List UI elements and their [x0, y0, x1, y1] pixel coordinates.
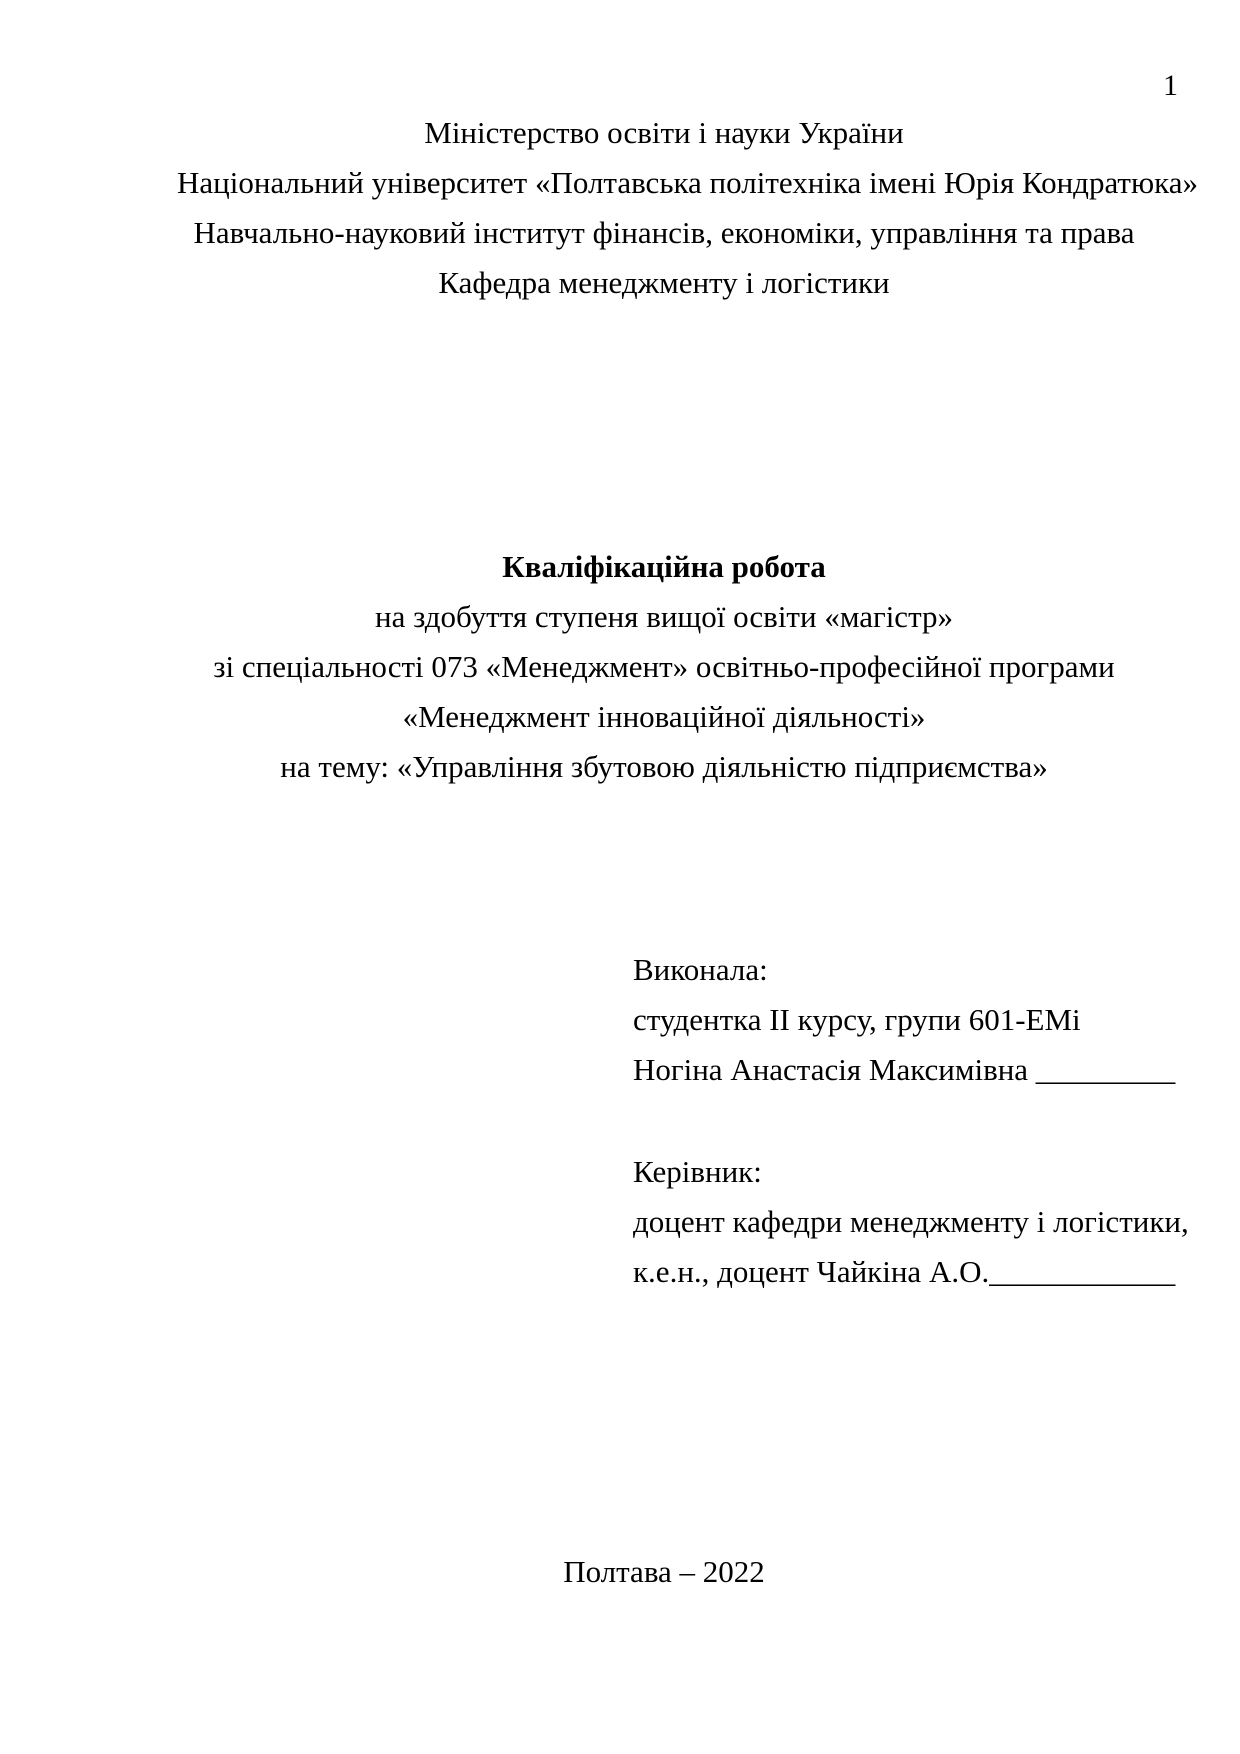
city-year-line: Полтава – 2022 [563, 1554, 765, 1589]
supervisor-name-signature-line: к.е.н., доцент Чайкіна А.О.____________ [633, 1254, 1176, 1289]
thesis-title-block [177, 542, 1151, 792]
header-line-department: Кафедра менеджменту і логістики [438, 265, 890, 300]
author-signature-block [633, 945, 1175, 1095]
university-header [177, 108, 1198, 308]
supervisor-position-line: доцент кафедри менеджменту і логістики, [633, 1204, 1189, 1239]
author-label: Виконала: [633, 952, 768, 987]
footer [177, 1547, 1151, 1597]
thesis-program-line: «Менеджмент інноваційної діяльності» [402, 699, 926, 734]
header-line-university: Національний університет «Полтавська політехніка імені Юрія Кондратюка» [177, 165, 1198, 200]
thesis-topic-line: на тему: «Управління збутовою діяльністю підприємства» [280, 749, 1048, 784]
thesis-degree-line: на здобуття ступеня вищої освіти «магістр» [375, 599, 953, 634]
header-line-ministry: Міністерство освіти і науки України [424, 115, 904, 150]
header-line-institute: Навчально-науковий інститут фінансів, економіки, управління та права [193, 215, 1135, 250]
supervisor-label: Керівник: [633, 1154, 762, 1189]
thesis-specialty-line: зі спеціальності 073 «Менеджмент» освітньо-професійної програми [213, 649, 1115, 684]
thesis-title: Кваліфікаційна робота [502, 549, 826, 584]
author-name-signature-line: Ногіна Анастасія Максимівна _________ [633, 1052, 1176, 1087]
author-course-group-line: студентка ІІ курсу, групи 601-ЕМі [633, 1002, 1081, 1037]
page-number: 1 [1163, 69, 1178, 102]
supervisor-signature-block [633, 1147, 1189, 1297]
